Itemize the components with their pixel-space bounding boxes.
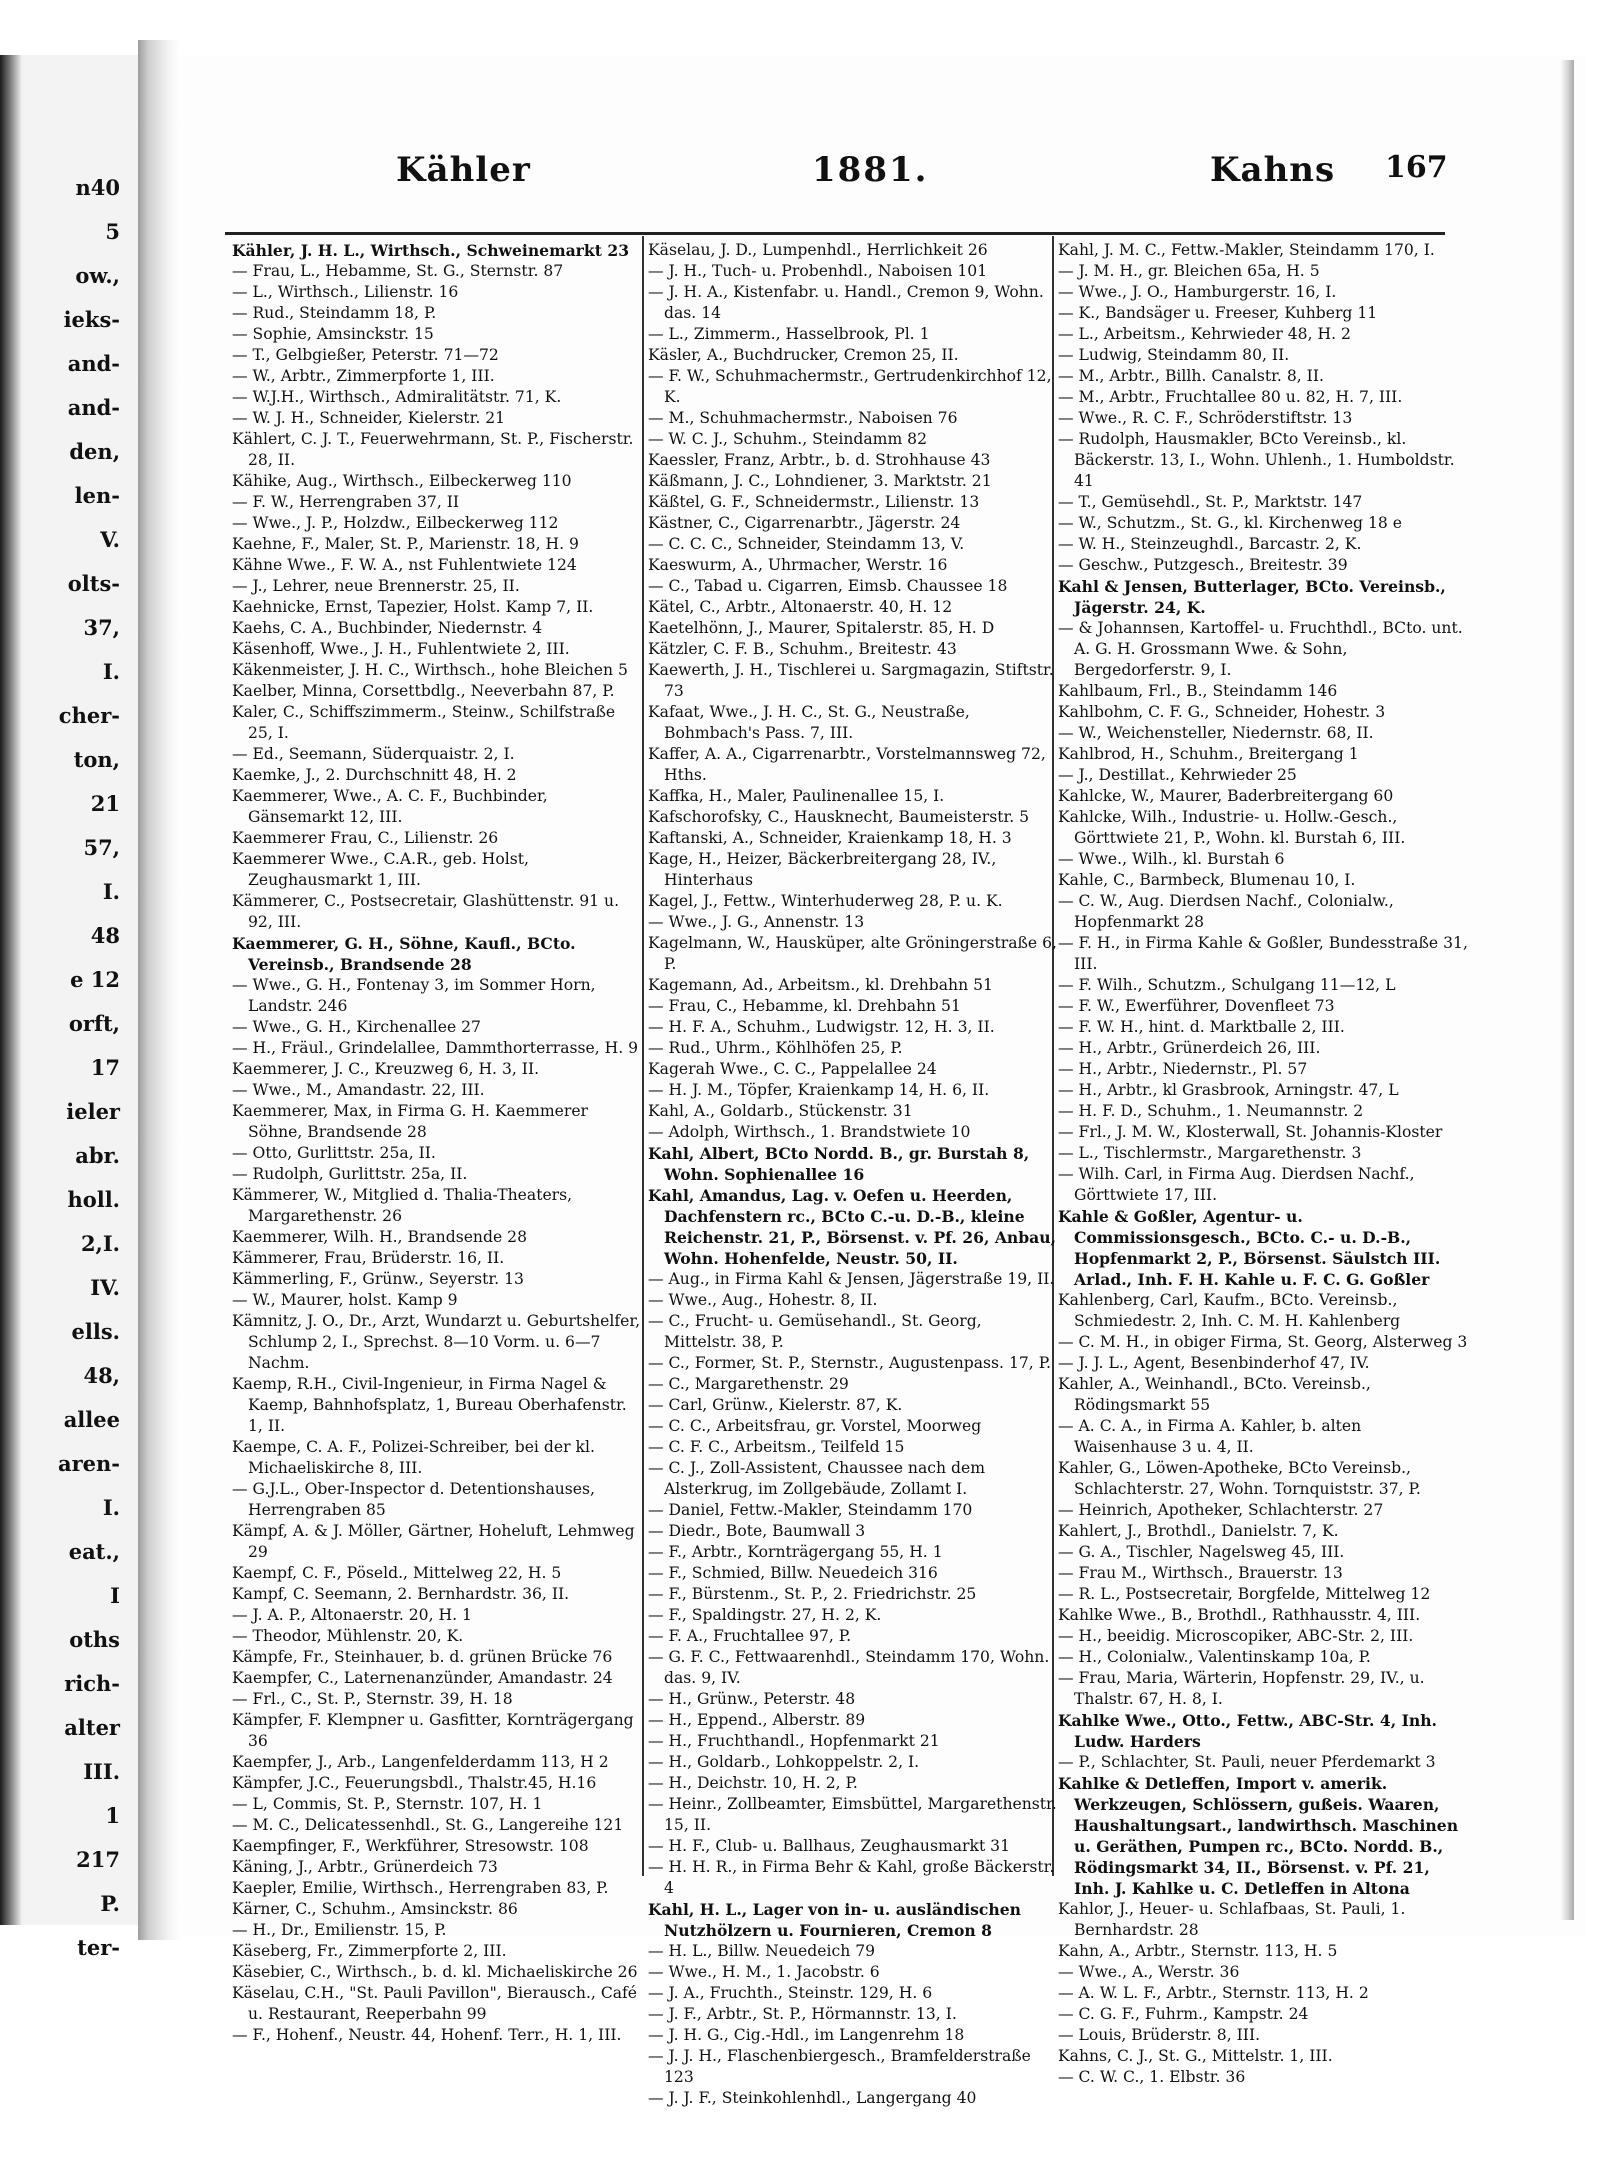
directory-entry: — A. W. L. F., Arbtr., Sternstr. 113, H. 2 <box>1058 1984 1369 2002</box>
directory-entry: Kätzler, C. F. B., Schuhm., Breitestr. 43 <box>648 640 957 658</box>
directory-entry: — P., Schlachter, St. Pauli, neuer Pferdemarkt 3 <box>1058 1753 1436 1771</box>
previous-page-fragment: aren- <box>57 1451 120 1476</box>
directory-entry: — Otto, Gurlittstr. 25a, II. <box>232 1144 436 1162</box>
directory-entry: — C. C., Arbeitsfrau, gr. Vorstel, Moorweg <box>648 1417 982 1435</box>
directory-entry: Kämpfer, J.C., Feuerungsbdl., Thalstr.45, H.16 <box>232 1774 597 1792</box>
directory-entry: — L., Tischlermstr., Margarethenstr. 3 <box>1058 1144 1362 1162</box>
page-edge-shadow <box>1560 60 1574 1920</box>
directory-entry: Kaftanski, A., Schneider, Kraienkamp 18, H. 3 <box>648 829 1012 847</box>
previous-page-fragment: V. <box>100 527 120 552</box>
previous-page-fragment: ton, <box>73 747 120 772</box>
directory-entry: — H., Goldarb., Lohkoppelstr. 2, I. <box>648 1753 920 1771</box>
directory-entry: Kaemke, J., 2. Durchschnitt 48, H. 2 <box>232 766 517 784</box>
directory-entry: — H., Eppend., Alberstr. 89 <box>648 1711 866 1729</box>
directory-entry: — M., Arbtr., Billh. Canalstr. 8, II. <box>1058 367 1324 385</box>
directory-entry: Kahlenberg, Carl, Kaufm., BCto. Vereinsb., Schmiedestr. 2, Inh. C. M. H. Kahlenberg <box>1058 1291 1401 1330</box>
directory-entry: — C., Tabad u. Cigarren, Eimsb. Chaussee 18 <box>648 577 1008 595</box>
directory-entry: — H. H. R., in Firma Behr & Kahl, große Bäckerstr. 4 <box>648 1858 1055 1897</box>
header-year: 1881. <box>812 150 929 190</box>
directory-entry: — Wwe., J. P., Holzdw., Eilbeckerweg 112 <box>232 514 559 532</box>
directory-entry: Kahl, J. M. C., Fettw.-Makler, Steindamm 170, I. <box>1058 241 1435 259</box>
directory-entry: — H., Fruchthandl., Hopfenmarkt 21 <box>648 1732 940 1750</box>
directory-entry: Kahlke & Detleffen, Import v. amerik. Werkzeugen, Schlössern, gußeis. Waaren, Haushaltungsart., landwirthsch. Maschinen u. Geräthen, Pumpen rc., BCto. Nordd. B., Rödingsmarkt 34, II., Börsenst. v. Pf. 21, Inh. J. Kahlke u. C. Detleffen in Altona <box>1058 1774 1459 1898</box>
previous-page-fragment: len- <box>74 483 120 508</box>
header-right-keyword: Kahns <box>1210 150 1336 190</box>
directory-entry: — J. J. F., Steinkohlenhdl., Langergang 40 <box>648 2089 977 2107</box>
directory-entry: — Aug., in Firma Kahl & Jensen, Jägerstraße 19, II. <box>648 1270 1055 1288</box>
directory-entry: — J. F., Arbtr., St. P., Hörmannstr. 13, I. <box>648 2005 957 2023</box>
directory-entry: Kaempf, C. F., Pöseld., Mittelweg 22, H. 5 <box>232 1564 562 1582</box>
directory-entry: Kämpfe, Fr., Steinhauer, b. d. grünen Brücke 76 <box>232 1648 613 1666</box>
directory-entry: — M., Schuhmachermstr., Naboisen 76 <box>648 409 958 427</box>
directory-entry: Kahl, A., Goldarb., Stückenstr. 31 <box>648 1102 913 1120</box>
directory-entry: — G.J.L., Ober-Inspector d. Detentionshauses, Herrengraben 85 <box>232 1480 595 1519</box>
directory-entry: Kärner, C., Schuhm., Amsinckstr. 86 <box>232 1900 518 1918</box>
previous-page-fragment: eat., <box>68 1539 120 1564</box>
directory-entry: — Wwe., J. G., Annenstr. 13 <box>648 913 865 931</box>
directory-entry: Kämmerer, C., Postsecretair, Glashüttenstr. 91 u. 92, III. <box>232 892 620 931</box>
previous-page-fragment: ter- <box>77 1935 120 1960</box>
directory-entry: — Frau, L., Hebamme, St. G., Sternstr. 87 <box>232 262 564 280</box>
directory-entry: — H., Dr., Emilienstr. 15, P. <box>232 1921 447 1939</box>
previous-page-fragment: den, <box>69 439 120 464</box>
directory-entry: — J., Lehrer, neue Brennerstr. 25, II. <box>232 577 520 595</box>
directory-entry: — Wilh. Carl, in Firma Aug. Dierdsen Nachf., Görttwiete 17, III. <box>1058 1165 1415 1204</box>
directory-entry: Käselau, C.H., "St. Pauli Pavillon", Bierausch., Café u. Restaurant, Reeperbahn 99 <box>232 1984 638 2023</box>
directory-entry: — Theodor, Mühlenstr. 20, K. <box>232 1627 464 1645</box>
previous-page-fragment: 17 <box>90 1055 120 1080</box>
directory-entry: Kählert, C. J. T., Feuerwehrmann, St. P., Fischerstr. 28, II. <box>232 430 634 469</box>
directory-entry: — Wwe., M., Amandastr. 22, III. <box>232 1081 485 1099</box>
directory-entry: Kahl, H. L., Lager von in- u. ausländischen Nutzhölzern u. Fournieren, Cremon 8 <box>648 1900 1022 1940</box>
directory-entry: — L., Zimmerm., Hasselbrook, Pl. 1 <box>648 325 930 343</box>
directory-entry: — H. J. M., Töpfer, Kraienkamp 14, H. 6, II. <box>648 1081 990 1099</box>
directory-entry: — F. W., Schuhmachermstr., Gertrudenkirchhof 12, K. <box>648 367 1052 406</box>
directory-entry: Kaempfer, C., Laternenanzünder, Amandastr. 24 <box>232 1669 613 1687</box>
directory-entry: — A. C. A., in Firma A. Kahler, b. alten Waisenhause 3 u. 4, II. <box>1058 1417 1362 1456</box>
directory-entry: — Sophie, Amsinckstr. 15 <box>232 325 434 343</box>
directory-entry: — Wwe., A., Werstr. 36 <box>1058 1963 1240 1981</box>
directory-entry: — W., Arbtr., Zimmerpforte 1, III. <box>232 367 495 385</box>
directory-entry: Kaemmerer Frau, C., Lilienstr. 26 <box>232 829 499 847</box>
previous-page-fragment: and- <box>67 351 120 376</box>
directory-entry: — H. F. A., Schuhm., Ludwigstr. 12, H. 3, II. <box>648 1018 995 1036</box>
previous-page-fragment: ells. <box>71 1319 120 1344</box>
directory-entry: — C., Former, St. P., Sternstr., Augustenpass. 17, P. <box>648 1354 1052 1372</box>
directory-entry: — Frl., J. M. W., Klosterwall, St. Johannis-Kloster <box>1058 1123 1443 1141</box>
directory-entry: — Rud., Steindamm 18, P. <box>232 304 437 322</box>
directory-entry: Kahlke Wwe., B., Brothdl., Rathhausstr. 4, III. <box>1058 1606 1421 1624</box>
directory-entry: — G. F. C., Fettwaarenhdl., Steindamm 170, Wohn. das. 9, IV. <box>648 1648 1050 1687</box>
previous-page-fragment: 57, <box>83 835 120 860</box>
directory-entry: Käning, J., Arbtr., Grünerdeich 73 <box>232 1858 498 1876</box>
directory-entry: — Frl., C., St. P., Sternstr. 39, H. 18 <box>232 1690 513 1708</box>
directory-entry: — Adolph, Wirthsch., 1. Brandstwiete 10 <box>648 1123 971 1141</box>
previous-page-fragment: holl. <box>67 1187 120 1212</box>
directory-entry: Kagemann, Ad., Arbeitsm., kl. Drehbahn 51 <box>648 976 993 994</box>
directory-entry: — L., Arbeitsm., Kehrwieder 48, H. 2 <box>1058 325 1351 343</box>
directory-entry: — M., Arbtr., Fruchtallee 80 u. 82, H. 7, III. <box>1058 388 1403 406</box>
directory-entry: — J. J. H., Flaschenbiergesch., Bramfelderstraße 123 <box>648 2047 1031 2086</box>
directory-entry: Kaemmerer Wwe., C.A.R., geb. Holst, Zeughausmarkt 1, III. <box>232 850 530 889</box>
directory-entry: Kaessler, Franz, Arbtr., b. d. Strohhause 43 <box>648 451 991 469</box>
directory-entry: — C. G. F., Fuhrm., Kampstr. 24 <box>1058 2005 1309 2023</box>
directory-entry: Kätel, C., Arbtr., Altonaerstr. 40, H. 12 <box>648 598 953 616</box>
directory-entry: — C., Frucht- u. Gemüsehandl., St. Georg, Mittelstr. 38, P. <box>648 1312 982 1351</box>
previous-page-fragment: III. <box>83 1759 120 1784</box>
previous-page-fragment: IV. <box>90 1275 120 1300</box>
previous-page-fragment: ieks- <box>63 307 120 332</box>
directory-entry: Kaehne, F., Maler, St. P., Marienstr. 18, H. 9 <box>232 535 579 553</box>
directory-entry: Kaler, C., Schiffszimmerm., Steinw., Schilfstraße 25, I. <box>232 703 616 742</box>
directory-entry: — H. F. D., Schuhm., 1. Neumannstr. 2 <box>1058 1102 1364 1120</box>
previous-page-fragment: rich- <box>64 1671 120 1696</box>
directory-entry: — C. M. H., in obiger Firma, St. Georg, Alsterweg 3 <box>1058 1333 1468 1351</box>
directory-entry: — H., Colonialw., Valentinskamp 10a, P. <box>1058 1648 1371 1666</box>
directory-entry: — Wwe., R. C. F., Schröderstiftstr. 13 <box>1058 409 1353 427</box>
directory-entry: Kaetelhönn, J., Maurer, Spitalerstr. 85, H. D <box>648 619 995 637</box>
directory-entry: Käsebier, C., Wirthsch., b. d. kl. Michaeliskirche 26 <box>232 1963 638 1981</box>
directory-entry: Kämnitz, J. O., Dr., Arzt, Wundarzt u. Geburtshelfer, Schlump 2, I., Sprechst. 8—10 Vorm. u. 6—7 Nachm. <box>232 1312 641 1372</box>
directory-entry: Kämmerer, W., Mitglied d. Thalia-Theaters, Margarethenstr. 26 <box>232 1186 573 1225</box>
directory-entry: — F., Spaldingstr. 27, H. 2, K. <box>648 1606 882 1624</box>
directory-entry: — F. W., Herrengraben 37, II <box>232 493 460 511</box>
directory-entry: Kaewerth, J. H., Tischlerei u. Sargmagazin, Stiftstr. 73 <box>648 661 1054 700</box>
directory-entry: Käselau, J. D., Lumpenhdl., Herrlichkeit 26 <box>648 241 988 259</box>
directory-entry: — Frau, Maria, Wärterin, Hopfenstr. 29, IV., u. Thalstr. 67, H. 8, I. <box>1058 1669 1425 1708</box>
directory-entry: — W., Schutzm., St. G., kl. Kirchenweg 18 e <box>1058 514 1403 532</box>
directory-entry: — C., Margarethenstr. 29 <box>648 1375 849 1393</box>
directory-entry: Kaepler, Emilie, Wirthsch., Herrengraben 83, P. <box>232 1879 609 1897</box>
previous-page-fragment: and- <box>67 395 120 420</box>
previous-page-fragment: orft, <box>68 1011 120 1036</box>
directory-entry: Kahlert, J., Brothdl., Danielstr. 7, K. <box>1058 1522 1339 1540</box>
directory-entry: — F., Bürstenm., St. P., 2. Friedrichstr. 25 <box>648 1585 977 1603</box>
directory-entry: Kagerah Wwe., C. C., Pappelallee 24 <box>648 1060 937 1078</box>
directory-entry: — Wwe., G. H., Kirchenallee 27 <box>232 1018 481 1036</box>
directory-entry: — F. Wilh., Schutzm., Schulgang 11—12, L <box>1058 976 1396 994</box>
directory-entry: — W. H., Steinzeughdl., Barcastr. 2, K. <box>1058 535 1362 553</box>
directory-entry: Kaehnicke, Ernst, Tapezier, Holst. Kamp 7, II. <box>232 598 594 616</box>
directory-column-3 <box>1058 240 1468 2086</box>
directory-entry: Kampf, C. Seemann, 2. Bernhardstr. 36, II. <box>232 1585 570 1603</box>
previous-page-fragment: 21 <box>90 791 120 816</box>
previous-page-fragment: I <box>110 1583 120 1608</box>
previous-page-fragment: cher- <box>58 703 120 728</box>
directory-column-1 <box>232 240 642 2044</box>
directory-entry: Kahl & Jensen, Butterlager, BCto. Vereinsb., Jägerstr. 24, K. <box>1058 577 1446 617</box>
header-rule <box>225 232 1445 235</box>
previous-page-fragment: P. <box>100 1891 120 1916</box>
directory-entry: — J. J. L., Agent, Besenbinderhof 47, IV. <box>1058 1354 1370 1372</box>
directory-entry: — H., Deichstr. 10, H. 2, P. <box>648 1774 858 1792</box>
previous-page-fragment: olts- <box>67 571 120 596</box>
directory-entry: — Carl, Grünw., Kielerstr. 87, K. <box>648 1396 903 1414</box>
directory-entry: Kahle & Goßler, Agentur- u. Commissionsgesch., BCto. C.- u. D.-B., Hopfenmarkt 2, P., Börsenst. Säulstch III. Arlad., Inh. F. H. Kahle u. F. C. G. Goßler <box>1058 1207 1441 1289</box>
directory-entry: — F., Arbtr., Kornträgergang 55, H. 1 <box>648 1543 943 1561</box>
directory-entry: Kahlbohm, C. F. G., Schneider, Hohestr. 3 <box>1058 703 1386 721</box>
previous-page-fragment: e 12 <box>70 967 120 992</box>
directory-entry: Kaempe, C. A. F., Polizei-Schreiber, bei der kl. Michaeliskirche 8, III. <box>232 1438 595 1477</box>
previous-page-fragment: 48 <box>90 923 120 948</box>
previous-page-fragment: abr. <box>75 1143 120 1168</box>
directory-entry: Kaelber, Minna, Corsettbdlg., Neeverbahn 87, P. <box>232 682 615 700</box>
previous-page-fragment: ow., <box>75 263 120 288</box>
directory-entry: — H., Arbtr., Grünerdeich 26, III. <box>1058 1039 1321 1057</box>
directory-entry: Kahl, Amandus, Lag. v. Oefen u. Heerden, Dachfenstern rc., BCto C.-u. D.-B., kleine Reichenstr. 21, P., Börsenst. v. Pf. 26, Anbau, Wohn. Hohenfelde, Neustr. 50, II. <box>648 1186 1057 1268</box>
directory-entry: Kahler, G., Löwen-Apotheke, BCto Vereinsb., Schlachterstr. 27, Wohn. Tornquiststr. 37, P. <box>1058 1459 1421 1498</box>
directory-entry: Kähne Wwe., F. W. A., nst Fuhlentwiete 124 <box>232 556 577 574</box>
directory-entry: Käseberg, Fr., Zimmerpforte 2, III. <box>232 1942 507 1960</box>
directory-entry: — W., Maurer, holst. Kamp 9 <box>232 1291 458 1309</box>
directory-entry: Kahlbaum, Frl., B., Steindamm 146 <box>1058 682 1338 700</box>
directory-entry: — & Johannsen, Kartoffel- u. Fruchthdl., BCto. unt. A. G. H. Grossmann Wwe. & Sohn, Bergedorferstr. 9, I. <box>1058 619 1463 679</box>
directory-entry: — H. F., Club- u. Ballhaus, Zeughausmarkt 31 <box>648 1837 1011 1855</box>
directory-entry: — Heinr., Zollbeamter, Eimsbüttel, Margarethenstr. 15, II. <box>648 1795 1057 1834</box>
directory-entry: Kaemmerer, G. H., Söhne, Kaufl., BCto. Vereinsb., Brandsende 28 <box>232 934 576 974</box>
previous-page-fragment: n40 <box>75 175 120 200</box>
directory-entry: — Frau M., Wirthsch., Brauerstr. 13 <box>1058 1564 1343 1582</box>
directory-entry: Kahl, Albert, BCto Nordd. B., gr. Burstah 8, Wohn. Sophienallee 16 <box>648 1144 1030 1184</box>
directory-entry: Käsler, A., Buchdrucker, Cremon 25, II. <box>648 346 959 364</box>
directory-entry: — Rudolph, Gurlittstr. 25a, II. <box>232 1165 468 1183</box>
previous-page-remnant <box>0 55 138 1960</box>
page-number: 167 <box>1385 150 1448 185</box>
previous-page-fragment: I. <box>102 879 120 904</box>
directory-entry: — C. C. C., Schneider, Steindamm 13, V. <box>648 535 965 553</box>
directory-entry: — Ludwig, Steindamm 80, II. <box>1058 346 1290 364</box>
directory-entry: — Ed., Seemann, Süderquaistr. 2, I. <box>232 745 515 763</box>
directory-entry: Kämpfer, F. Klempner u. Gasfitter, Kornträgergang 36 <box>232 1711 634 1750</box>
book-gutter <box>138 40 180 1940</box>
directory-entry: — T., Gelbgießer, Peterstr. 71—72 <box>232 346 499 364</box>
directory-entry: Käkenmeister, J. H. C., Wirthsch., hohe Bleichen 5 <box>232 661 628 679</box>
directory-entry: Kahlcke, W., Maurer, Baderbreitergang 60 <box>1058 787 1394 805</box>
directory-entry: — C. W., Aug. Dierdsen Nachf., Colonialw., Hopfenmarkt 28 <box>1058 892 1394 931</box>
directory-entry: — Diedr., Bote, Baumwall 3 <box>648 1522 866 1540</box>
directory-entry: Kagelmann, W., Hausküper, alte Gröningerstraße 6, P. <box>648 934 1057 973</box>
directory-entry: — Daniel, Fettw.-Makler, Steindamm 170 <box>648 1501 973 1519</box>
directory-entry: — Wwe., Aug., Hohestr. 8, II. <box>648 1291 878 1309</box>
directory-entry: — J. H. G., Cig.-Hdl., im Langenrehm 18 <box>648 2026 965 2044</box>
directory-entry: — M. C., Delicatessenhdl., St. G., Langereihe 121 <box>232 1816 624 1834</box>
previous-page-fragment: 37, <box>83 615 120 640</box>
directory-entry: Kaemmerer, Max, in Firma G. H. Kaemmerer Söhne, Brandsende 28 <box>232 1102 589 1141</box>
directory-entry: — W.J.H., Wirthsch., Admiralitätstr. 71, K. <box>232 388 562 406</box>
directory-entry: — J., Destillat., Kehrwieder 25 <box>1058 766 1297 784</box>
directory-entry: Kaeswurm, A., Uhrmacher, Werstr. 16 <box>648 556 948 574</box>
previous-page-fragment: 5 <box>105 219 120 244</box>
directory-entry: Kahlor, J., Heuer- u. Schlafbaas, St. Pauli, 1. Bernhardstr. 28 <box>1058 1900 1406 1939</box>
directory-entry: — J. H., Tuch- u. Probenhdl., Naboisen 101 <box>648 262 988 280</box>
directory-entry: — L, Commis, St. P., Sternstr. 107, H. 1 <box>232 1795 543 1813</box>
directory-entry: Kämmerling, F., Grünw., Seyerstr. 13 <box>232 1270 524 1288</box>
previous-page-fragment: allee <box>63 1407 120 1432</box>
directory-entry: Kafschorofsky, C., Hausknecht, Baumeisterstr. 5 <box>648 808 1030 826</box>
directory-entry: — C. J., Zoll-Assistent, Chaussee nach dem Alsterkrug, im Zollgebäude, Zollamt I. <box>648 1459 985 1498</box>
directory-entry: — F. H., in Firma Kahle & Goßler, Bundesstraße 31, III. <box>1058 934 1468 973</box>
directory-entry: — F. W., Ewerführer, Dovenfleet 73 <box>1058 997 1335 1015</box>
directory-entry: — J. H. A., Kistenfabr. u. Handl., Cremon 9, Wohn. das. 14 <box>648 283 1044 322</box>
directory-entry: — C. F. C., Arbeitsm., Teilfeld 15 <box>648 1438 905 1456</box>
directory-entry: Käßmann, J. C., Lohndiener, 3. Marktstr. 21 <box>648 472 992 490</box>
directory-entry: Kahlke Wwe., Otto., Fettw., ABC-Str. 4, Inh. Ludw. Harders <box>1058 1711 1437 1751</box>
directory-entry: Kahler, A., Weinhandl., BCto. Vereinsb., Rödingsmarkt 55 <box>1058 1375 1371 1414</box>
previous-page-fragment: I. <box>102 1495 120 1520</box>
directory-entry: — Frau, C., Hebamme, kl. Drehbahn 51 <box>648 997 961 1015</box>
directory-entry: — Louis, Brüderstr. 8, III. <box>1058 2026 1261 2044</box>
directory-entry: Kafaat, Wwe., J. H. C., St. G., Neustraße, Bohmbach's Pass. 7, III. <box>648 703 970 742</box>
directory-entry: — C. W. C., 1. Elbstr. 36 <box>1058 2068 1246 2086</box>
directory-entry: Kagel, J., Fettw., Winterhuderweg 28, P. u. K. <box>648 892 1003 910</box>
directory-entry: — H., Arbtr., kl Grasbrook, Arningstr. 47, L <box>1058 1081 1399 1099</box>
previous-page-fragment: 48, <box>83 1363 120 1388</box>
directory-entry: — H., Grünw., Peterstr. 48 <box>648 1690 856 1708</box>
directory-entry: — F., Hohenf., Neustr. 44, Hohenf. Terr., H. 1, III. <box>232 2026 622 2044</box>
directory-entry: — Geschw., Putzgesch., Breitestr. 39 <box>1058 556 1348 574</box>
directory-entry: — F. A., Fruchtallee 97, P. <box>648 1627 852 1645</box>
directory-entry: — L., Wirthsch., Lilienstr. 16 <box>232 283 459 301</box>
directory-entry: — J. M. H., gr. Bleichen 65a, H. 5 <box>1058 262 1320 280</box>
directory-entry: Kahn, A., Arbtr., Sternstr. 113, H. 5 <box>1058 1942 1338 1960</box>
previous-page-fragment: 1 <box>105 1803 120 1828</box>
directory-entry: Kahns, C. J., St. G., Mittelstr. 1, III. <box>1058 2047 1333 2065</box>
directory-entry: — Wwe., J. O., Hamburgerstr. 16, I. <box>1058 283 1337 301</box>
directory-entry: Käßtel, G. F., Schneidermstr., Lilienstr. 13 <box>648 493 980 511</box>
directory-entry: — F., Schmied, Billw. Neuedeich 316 <box>648 1564 938 1582</box>
directory-entry: — Heinrich, Apotheker, Schlachterstr. 27 <box>1058 1501 1384 1519</box>
directory-entry: Kaffer, A. A., Cigarrenarbtr., Vorstelmannsweg 72, Hths. <box>648 745 1046 784</box>
directory-entry: Kaemp, R.H., Civil-Ingenieur, in Firma Nagel & Kaemp, Bahnhofsplatz, 1, Bureau Oberhafenstr. 1, II. <box>232 1375 627 1435</box>
directory-entry: — H. L., Billw. Neuedeich 79 <box>648 1942 876 1960</box>
directory-entry: Kaehs, C. A., Buchbinder, Niedernstr. 4 <box>232 619 543 637</box>
previous-page-fragment: 2,I. <box>80 1231 120 1256</box>
directory-entry: — W. C. J., Schuhm., Steindamm 82 <box>648 430 928 448</box>
directory-entry: — G. A., Tischler, Nagelsweg 45, III. <box>1058 1543 1345 1561</box>
previous-page-fragment: oths <box>69 1627 120 1652</box>
directory-entry: — Wwe., Wilh., kl. Burstah 6 <box>1058 850 1285 868</box>
directory-entry: — W., Weichensteller, Niedernstr. 68, II. <box>1058 724 1374 742</box>
directory-entry: Kaemmerer, Wilh. H., Brandsende 28 <box>232 1228 527 1246</box>
previous-page-fragment: ieler <box>66 1099 120 1124</box>
directory-entry: Kaemmerer, J. C., Kreuzweg 6, H. 3, II. <box>232 1060 540 1078</box>
directory-column-2 <box>648 240 1058 2107</box>
directory-entry: — R. L., Postsecretair, Borgfelde, Mittelweg 12 <box>1058 1585 1431 1603</box>
directory-entry: Kähike, Aug., Wirthsch., Eilbeckerweg 110 <box>232 472 572 490</box>
directory-entry: Kähler, J. H. L., Wirthsch., Schweinemarkt 23 <box>232 241 630 260</box>
directory-entry: — T., Gemüsehdl., St. P., Marktstr. 147 <box>1058 493 1363 511</box>
directory-entry: — H., Fräul., Grindelallee, Dammthorterrasse, H. 9 <box>232 1039 639 1057</box>
previous-page-fragment: 217 <box>76 1847 120 1872</box>
directory-entry: Kahle, C., Barmbeck, Blumenau 10, I. <box>1058 871 1356 889</box>
directory-entry: Käsenhoff, Wwe., J. H., Fuhlentwiete 2, III. <box>232 640 570 658</box>
directory-entry: Kage, H., Heizer, Bäckerbreitergang 28, IV., Hinterhaus <box>648 850 997 889</box>
directory-entry: — Rud., Uhrm., Köhlhöfen 25, P. <box>648 1039 903 1057</box>
directory-entry: — F. W. H., hint. d. Marktballe 2, III. <box>1058 1018 1345 1036</box>
previous-page-fragment: I. <box>102 659 120 684</box>
directory-entry: — J. A., Fruchth., Steinstr. 129, H. 6 <box>648 1984 933 2002</box>
directory-entry: — Wwe., G. H., Fontenay 3, im Sommer Horn, Landstr. 246 <box>232 976 596 1015</box>
directory-entry: Kaffka, H., Maler, Paulinenallee 15, I. <box>648 787 945 805</box>
directory-entry: Kästner, C., Cigarrenarbtr., Jägerstr. 24 <box>648 514 961 532</box>
directory-entry: — W. J. H., Schneider, Kielerstr. 21 <box>232 409 506 427</box>
directory-entry: Kämmerer, Frau, Brüderstr. 16, II. <box>232 1249 505 1267</box>
directory-entry: Kaemmerer, Wwe., A. C. F., Buchbinder, Gänsemarkt 12, III. <box>232 787 548 826</box>
directory-entry: — Wwe., H. M., 1. Jacobstr. 6 <box>648 1963 880 1981</box>
directory-entry: Kaempfinger, F., Werkführer, Stresowstr. 108 <box>232 1837 589 1855</box>
column-divider <box>642 236 644 1876</box>
directory-entry: — K., Bandsäger u. Freeser, Kuhberg 11 <box>1058 304 1378 322</box>
directory-entry: Kaempfer, J., Arb., Langenfelderdamm 113, H 2 <box>232 1753 609 1771</box>
directory-entry: — H., Arbtr., Niedernstr., Pl. 57 <box>1058 1060 1308 1078</box>
directory-entry: — H., beeidig. Microscopiker, ABC-Str. 2, III. <box>1058 1627 1414 1645</box>
directory-entry: — J. A. P., Altonaerstr. 20, H. 1 <box>232 1606 472 1624</box>
directory-entry: Kahlcke, Wilh., Industrie- u. Hollw.-Gesch., Görttwiete 21, P., Wohn. kl. Burstah 6, III. <box>1058 808 1406 847</box>
header-left-keyword: Kähler <box>396 150 531 190</box>
directory-entry: Kämpf, A. & J. Möller, Gärtner, Hoheluft, Lehmweg 29 <box>232 1522 635 1561</box>
previous-page-fragment: alter <box>64 1715 120 1740</box>
directory-entry: — Rudolph, Hausmakler, BCto Vereinsb., kl. Bäckerstr. 13, I., Wohn. Uhlenh., 1. Humboldstr. 41 <box>1058 430 1455 490</box>
directory-entry: Kahlbrod, H., Schuhm., Breitergang 1 <box>1058 745 1359 763</box>
